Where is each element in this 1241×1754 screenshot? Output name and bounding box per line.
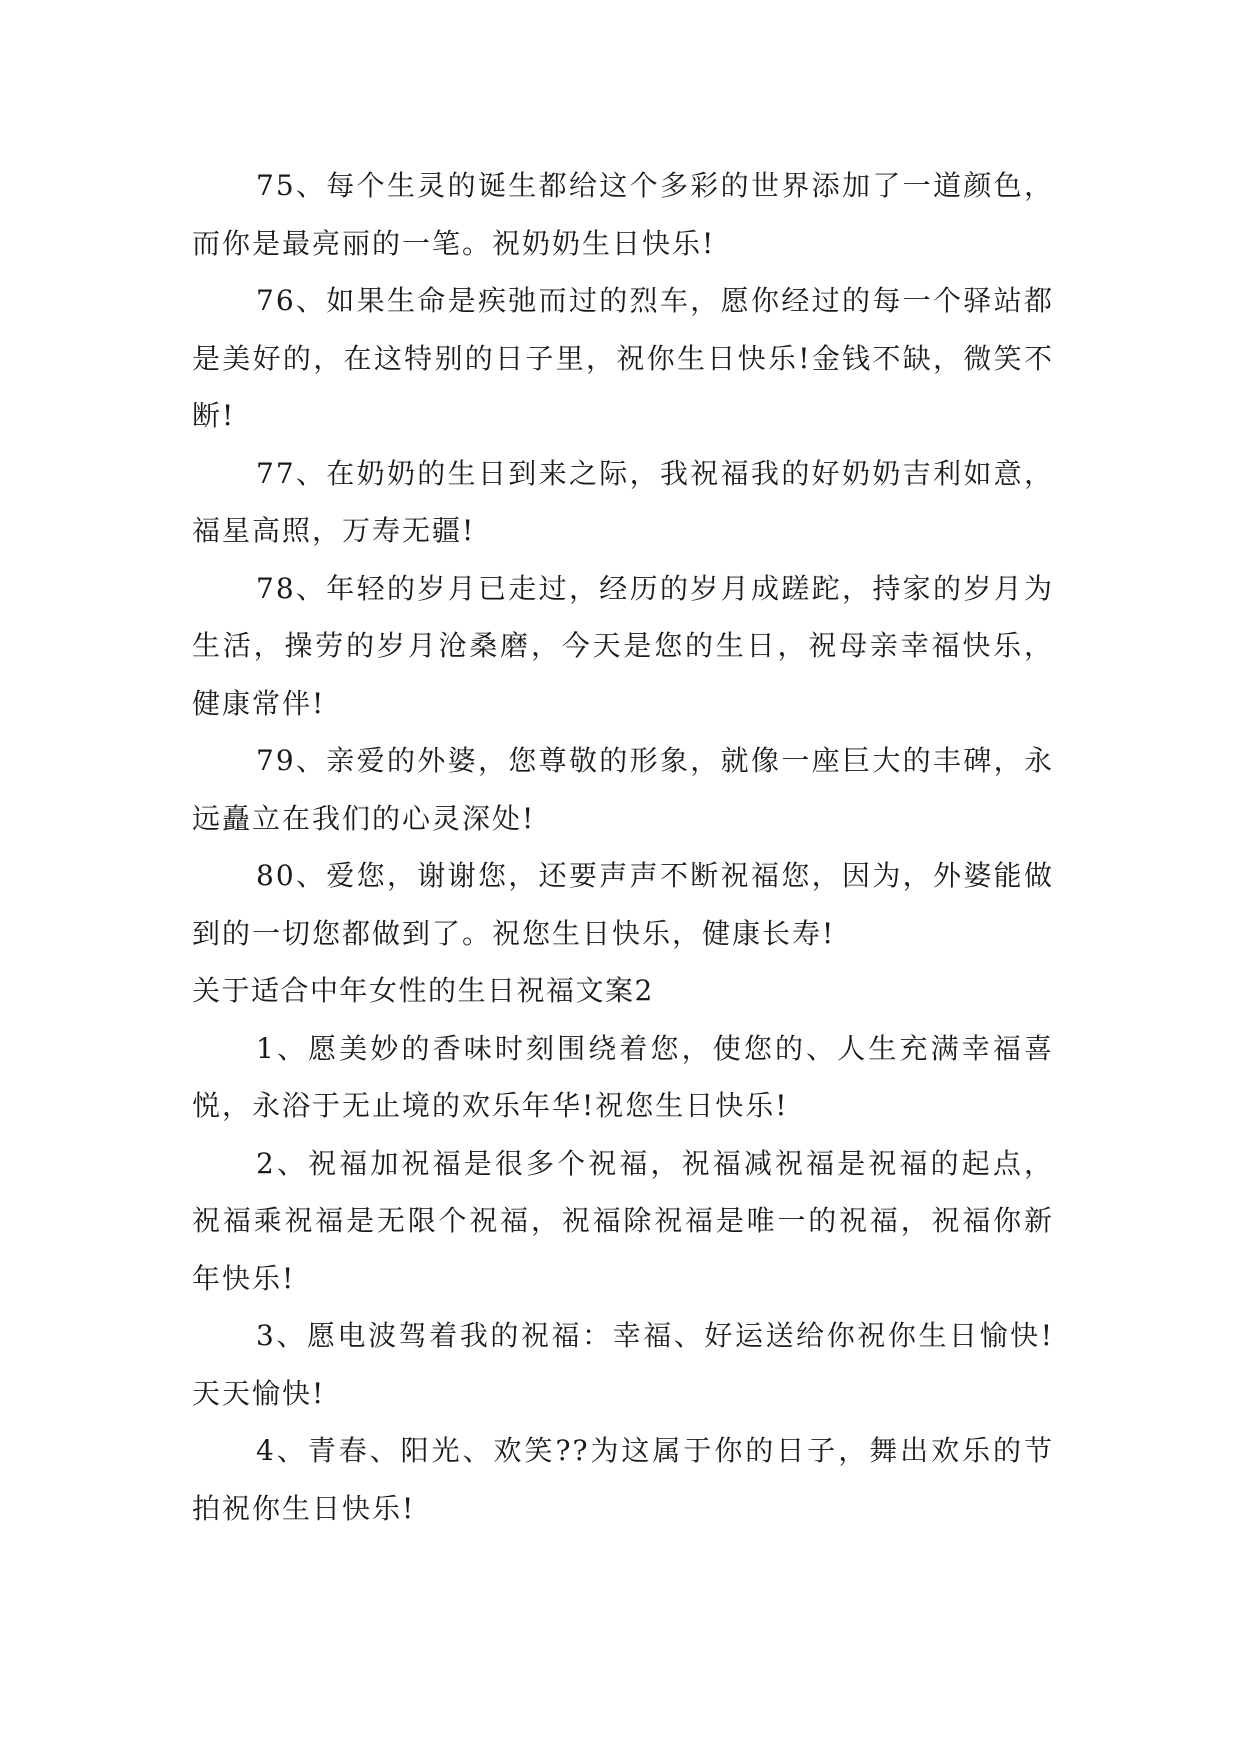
document-page xyxy=(192,157,1054,1537)
paragraph-77: 77、在奶奶的生日到来之际，我祝福我的好奶奶吉利如意，福星高照，万寿无疆! xyxy=(192,456,1054,547)
paragraph-2: 2、祝福加祝福是很多个祝福，祝福减祝福是祝福的起点，祝福乘祝福是无限个祝福，祝福除祝福是唯一的祝福，祝福你新年快乐! xyxy=(192,1146,1054,1295)
paragraph-76: 76、如果生命是疾弛而过的烈车，愿你经过的每一个驿站都是美好的，在这特别的日子里，祝你生日快乐!金钱不缺，微笑不断! xyxy=(192,284,1054,432)
section-heading: 关于适合中年女性的生日祝福文案2 xyxy=(192,974,654,1007)
paragraph-1: 1、愿美妙的香味时刻围绕着您，使您的、人生充满幸福喜悦，永浴于无止境的欢乐年华!祝您生日快乐! xyxy=(192,1031,1054,1122)
paragraph-75: 75、每个生灵的诞生都给这个多彩的世界添加了一道颜色，而你是最亮丽的一笔。祝奶奶生日快乐! xyxy=(192,169,1054,260)
paragraph-79: 79、亲爱的外婆，您尊敬的形象，就像一座巨大的丰碑，永远矗立在我们的心灵深处! xyxy=(192,744,1054,835)
paragraph-80: 80、爱您，谢谢您，还要声声不断祝福您，因为，外婆能做到的一切您都做到了。祝您生日快乐，健康长寿! xyxy=(192,859,1054,950)
paragraph-78: 78、年轻的岁月已走过，经历的岁月成蹉跎，持家的岁月为生活，操劳的岁月沧桑磨，今天是您的生日，祝母亲幸福快乐，健康常伴! xyxy=(192,571,1054,720)
paragraph-3: 3、愿电波驾着我的祝福：幸福、好运送给你祝你生日愉快!天天愉快! xyxy=(192,1319,1054,1410)
paragraph-4: 4、青春、阳光、欢笑??为这属于你的日子，舞出欢乐的节拍祝你生日快乐! xyxy=(192,1434,1054,1525)
